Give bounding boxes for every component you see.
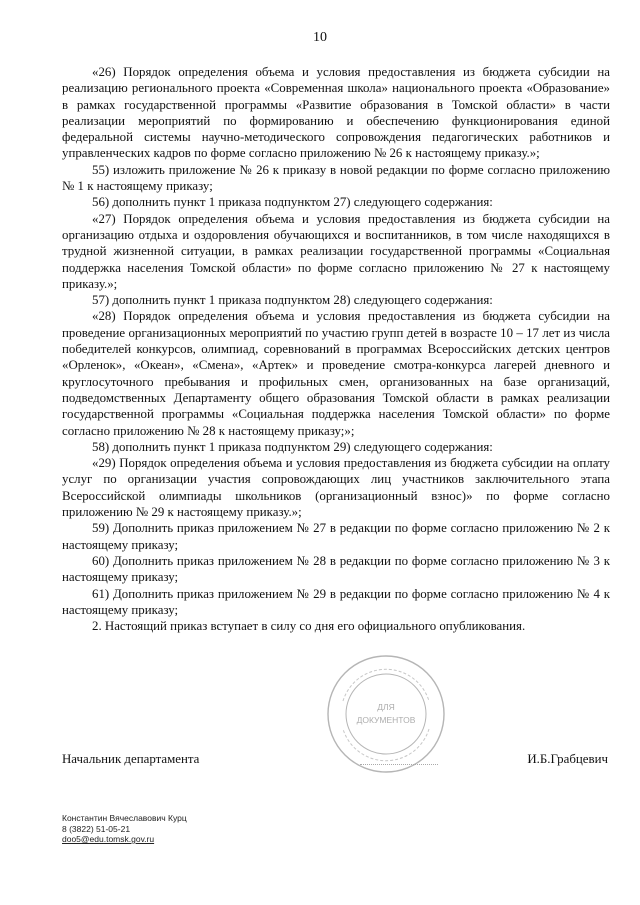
paragraph-item-55: 55) изложить приложение № 26 к приказу в новой редакции по форме согласно приложению № 1 к настоящему приказу; xyxy=(62,162,610,194)
paragraph-item-60: 60) Дополнить приказ приложением № 28 в редакции по форме согласно приложению № 3 к настоящему приказу; xyxy=(62,553,610,585)
document-body xyxy=(62,64,610,634)
paragraph-item-59: 59) Дополнить приказ приложением № 27 в редакции по форме согласно приложению № 2 к настоящему приказу; xyxy=(62,521,610,552)
paragraph-item-58: 58) дополнить пункт 1 приказа подпунктом 29) следующего содержания: xyxy=(92,439,493,454)
paragraph-item-57: 57) дополнить пункт 1 приказа подпунктом 28) следующего содержания: xyxy=(92,293,493,308)
page-number: 10 xyxy=(313,30,327,45)
paragraph-28-text: «28) Порядок определения объема и условия предоставления из бюджета субсидии на проведение организационных мероприятий по участию групп детей в возрасте 10 – 17 лет из числа победителей конкурсов, олимпиад, соревнований в программах Всероссийских детских центров «Орленок», «Океан», «Смена», «Артек» и проведение смотра-конкурса лагерей дневного и круглосуточного пребывания и профильных смен, организованных на базе организаций, подведомственных Департаменту общего образования Томской области в рамках реализации государственной программы «Социальная поддержка населения Томской области» по форме согласно приложению № 28 к настоящему приказу;»; xyxy=(62,309,610,438)
signer-title: Начальник департамента xyxy=(62,752,200,766)
signature-block xyxy=(62,752,610,772)
executor-contact xyxy=(62,813,187,845)
stamp-text-line1: ДЛЯ xyxy=(377,702,395,712)
contact-name: Константин Вячеславович Курц xyxy=(62,813,187,823)
stamp-text-line2: ДОКУМЕНТОВ xyxy=(356,715,416,725)
paragraph-item-56: 56) дополнить пункт 1 приказа подпунктом 27) следующего содержания: xyxy=(92,195,493,210)
paragraph-29-text: «29) Порядок определения объема и условия предоставления из бюджета субсидии на оплату услуг по организации участия сопровождающих лиц участников заключительного этапа Всероссийской олимпиады школьников (организационный взнос)» по форме согласно приложению № 29 к настоящему приказу.»; xyxy=(62,456,610,520)
contact-email-link[interactable]: doo5@edu.tomsk.gov.ru xyxy=(62,834,155,844)
signer-name: И.Б.Грабцевич xyxy=(527,752,608,766)
contact-phone: 8 (3822) 51-05-21 xyxy=(62,823,131,834)
signature-line xyxy=(360,764,438,765)
paragraph-item-61: 61) Дополнить приказ приложением № 29 в редакции по форме согласно приложению № 4 к настоящему приказу; xyxy=(62,586,610,617)
paragraph-27-text: «27) Порядок определения объема и условия предоставления из бюджета субсидии на организацию отдыха и оздоровления обучающихся и воспитанников, в том числе находящихся в трудной жизненной ситуации, в рамках реализации государственной программы «Социальная поддержка населения Томской области» по форме согласно приложению № 27 к настоящему приказу.»; xyxy=(62,211,610,291)
paragraph-final-clause: 2. Настоящий приказ вступает в силу со дня его официального опубликования. xyxy=(92,619,526,634)
paragraph-26-text: «26) Порядок определения объема и условия предоставления из бюджета субсидии на реализацию регионального проекта «Современная школа» национального проекта «Образование» в рамках государственной программы «Развитие образования в Томской области» в части реализации мероприятий по формированию и обеспечению функционирования единой федеральной системы научно-методического сопровождения педагогических работников и управленческих кадров по форме согласно приложению № 26 к настоящему приказу.»; xyxy=(62,65,610,161)
